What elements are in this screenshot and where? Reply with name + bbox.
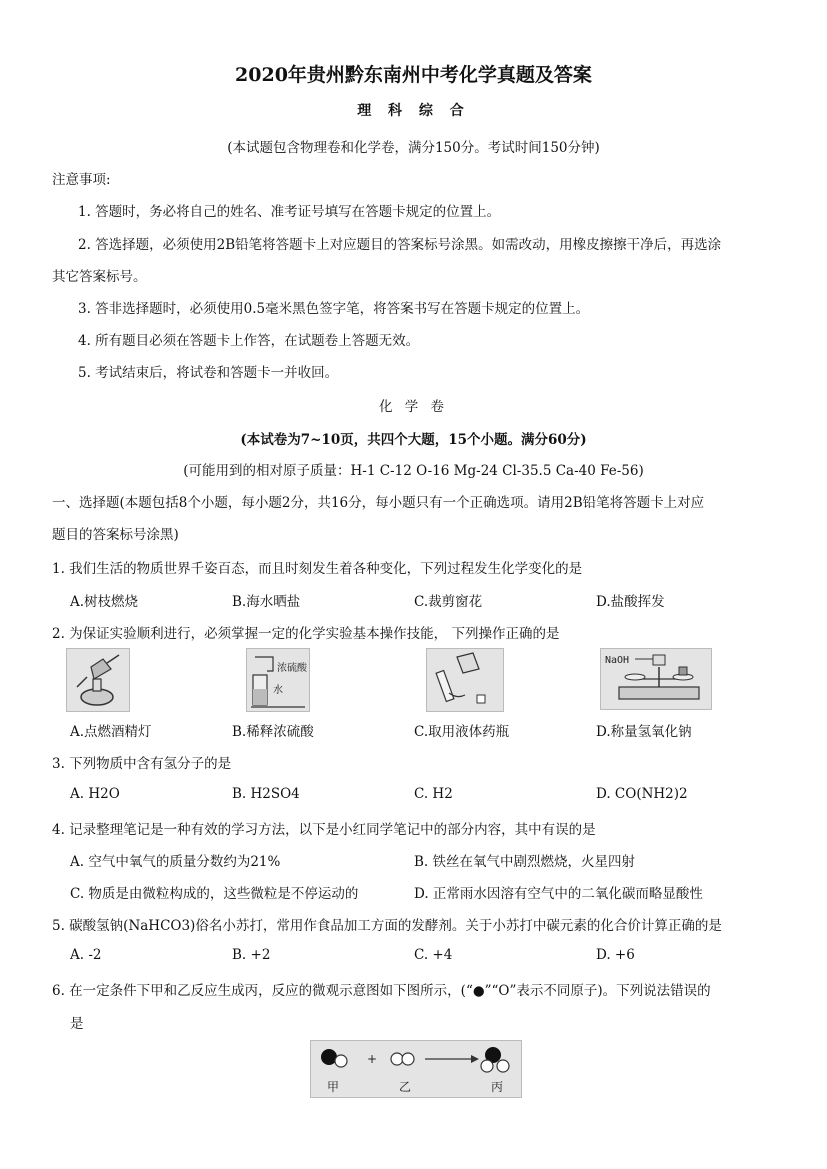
notice-2: 2. 答选择题，必须使用2B铅笔将答题卡上对应题目的答案标号涂黑。如需改动，用橡皮擦擦干净后，再选涂	[78, 237, 722, 253]
notice-4: 4. 所有题目必须在答题卡上作答，在试题卷上答题无效。	[78, 333, 420, 349]
q2-option-d: D.称量氢氧化钠	[596, 724, 692, 740]
notice-1: 1. 答题时，务必将自己的姓名、准考证号填写在答题卡规定的位置上。	[78, 204, 501, 220]
q2-option-b: B.稀释浓硫酸	[232, 724, 314, 740]
q6-plus-sign: +	[367, 1052, 378, 1066]
q2-figure-d-balance	[600, 648, 712, 710]
q2-figure-d-label: NaOH	[605, 655, 630, 666]
q5-option-c: C. +4	[414, 947, 453, 963]
q2-option-a: A.点燃酒精灯	[70, 724, 152, 740]
q1-stem: 1. 我们生活的物质世界千姿百态，而且时刻发生着各种变化，下列过程发生化学变化的是	[52, 561, 583, 577]
exam-note: (本试题包含物理卷和化学卷，满分150分。考试时间150分钟)	[227, 140, 600, 156]
q1-option-b: B.海水晒盐	[232, 594, 301, 610]
q5-option-a: A. -2	[70, 947, 102, 963]
q6-stem-cont: 是	[70, 1016, 84, 1032]
q6-label-b: 乙	[399, 1080, 412, 1094]
q2-option-c: C.取用液体药瓶	[414, 724, 510, 740]
notice-heading: 注意事项:	[52, 172, 111, 188]
part1-instructions: 一、选择题(本题包括8个小题，每小题2分，共16分，每小题只有一个正确选项。请用2B铅笔将答题卡上对应	[52, 495, 705, 511]
q2-figure-a-lamp	[66, 648, 130, 712]
section-title: 化 学 卷	[378, 399, 449, 415]
q6-molecule-a-light-atom	[335, 1055, 347, 1067]
q4-option-c: C. 物质是由微粒构成的，这些微粒是不停运动的	[70, 886, 359, 902]
q6-molecule-b-atom1	[391, 1053, 403, 1065]
q3-option-b: B. H2SO4	[232, 786, 300, 802]
q6-label-a: 甲	[327, 1080, 340, 1094]
q4-option-b: B. 铁丝在氧气中剧烈燃烧，火星四射	[414, 854, 636, 870]
q1-option-a: A.树枝燃烧	[70, 594, 139, 610]
page-title: 2020年贵州黔东南州中考化学真题及答案	[235, 64, 592, 86]
q3-option-c: C. H2	[414, 786, 453, 802]
q3-option-a: A. H2O	[70, 786, 120, 802]
page-subtitle: 理 科 综 合	[357, 103, 470, 119]
q5-option-d: D. +6	[596, 947, 635, 963]
q6-molecule-c-light-atom1	[481, 1060, 493, 1072]
q5-stem: 5. 碳酸氢钠(NaHCO3)俗名小苏打，常用作食品加工方面的发酵剂。关于小苏打中碳元素的化合价计算正确的是	[52, 918, 722, 934]
q2-figure-b-label: 浓硫酸	[277, 663, 307, 674]
q5-option-b: B. +2	[232, 947, 271, 963]
q3-stem: 3. 下列物质中含有氢分子的是	[52, 756, 232, 772]
q6-molecule-c-light-atom2	[497, 1060, 509, 1072]
q6-stem: 6. 在一定条件下甲和乙反应生成丙，反应的微观示意图如下图所示，(“●”“O”表示不同原子)。下列说法错误的	[52, 983, 711, 999]
q6-label-c: 丙	[491, 1080, 504, 1094]
q2-stem: 2. 为保证实验顺利进行，必须掌握一定的化学实验基本操作技能， 下列操作正确的是	[52, 626, 560, 642]
q4-stem: 4. 记录整理笔记是一种有效的学习方法，以下是小红同学笔记中的部分内容，其中有误的是	[52, 822, 596, 838]
part1-instructions-cont: 题目的答案标号涂黑)	[52, 527, 179, 543]
atomic-masses: (可能用到的相对原子质量：H-1 C-12 O-16 Mg-24 Cl-35.5 Ca-40 Fe-56)	[183, 463, 644, 479]
q2-figure-b-label2: 水	[273, 685, 283, 696]
q1-option-c: C.裁剪窗花	[414, 594, 483, 610]
q4-option-a: A. 空气中氧气的质量分数约为21%	[70, 854, 281, 870]
notice-3: 3. 答非选择题时，必须使用0.5毫米黑色签字笔，将答案书写在答题卡规定的位置上。	[78, 301, 590, 317]
q6-molecule-b-atom2	[402, 1053, 414, 1065]
section-info: (本试卷为7~10页，共四个大题，15个小题。满分60分)	[240, 432, 587, 448]
q3-option-d: D. CO(NH2)2	[596, 786, 688, 802]
q4-option-d: D. 正常雨水因溶有空气中的二氧化碳而略显酸性	[414, 886, 703, 902]
q1-option-d: D.盐酸挥发	[596, 594, 665, 610]
notice-5: 5. 考试结束后，将试卷和答题卡一并收回。	[78, 365, 339, 381]
q2-figure-b-dilute	[246, 648, 310, 712]
notice-2-cont: 其它答案标号。	[52, 269, 147, 285]
q6-reaction-diagram	[310, 1040, 522, 1098]
q6-arrow-head	[471, 1055, 479, 1063]
q2-figure-c-bottle	[426, 648, 504, 712]
